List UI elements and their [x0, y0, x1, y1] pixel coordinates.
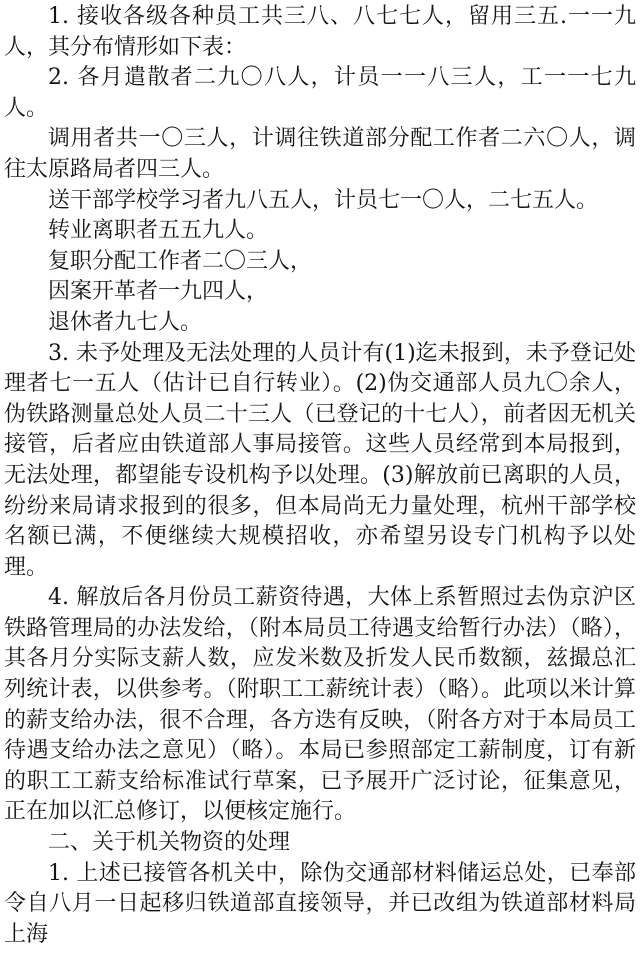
paragraph-6: 复职分配工作者二〇三人， [48, 248, 313, 274]
paragraph-7: 因案开革者一九四人， [48, 279, 269, 305]
paragraph-4: 送干部学校学习者九八五人，计员七一〇人，二七五人。 [48, 187, 599, 213]
paragraph-3: 调用者共一〇三人，计调往铁道部分配工作者二六〇人，调往太原路局者四三人。 [4, 126, 636, 182]
paragraph-5: 转业离职者五五九人。 [48, 218, 269, 244]
paragraph-8: 退休者九七人。 [48, 309, 203, 335]
paragraph-1: 1. 接收各级各种员工共三八、八七七人，留用三五.一一九人，其分布情形如下表： [4, 4, 636, 60]
paragraph-9: 3. 未予处理及无法处理的人员计有(1)迄未报到，未予登记处理者七一五人（估计已自行转业）。(2)伪交通部人员九〇余人，伪铁路测量总处人员二十三人（已登记的十七人），前者因无机关接管，后者应由铁道部人事局接管。这些人员经常到本局报到，无法处理，都望能专设机构予以处理。(3)解放前已离职的人员，纷纷来局请求报到的很多，但本局尚无力量处理，杭州干部学校名额已满，不便继续大规模招收，亦希望另设专门机构予以处理。 [4, 340, 636, 580]
paragraph-12: 1. 上述已接管各机关中，除伪交通部材料储运总处，已奉部令自八月一日起移归铁道部直接领导，并已改组为铁道部材料局上海 [4, 860, 636, 947]
paragraph-2: 2. 各月遣散者二九〇八人，计员一一八三人，工一一七九人。 [4, 65, 636, 121]
section-heading: 二、关于机关物资的处理 [48, 830, 291, 856]
paragraph-10: 4. 解放后各月份员工薪资待遇，大体上系暂照过去伪京沪区铁路管理局的办法发给，（附本局员工待遇支给暂行办法）（略），其各月分实际支薪人数，应发米数及折发人民币数额，兹撮总汇列统计表，以供参考。（附职工工薪统计表）（略）。此项以米计算的薪支给办法，很不合理，各方迭有反映，（附各方对于本局员工待遇支给办法之意见）（略）。本局已参照部定工薪制度，订有新的职工工薪支给标准试行草案，已予展开广泛讨论，征集意见，正在加以汇总修订，以便核定施行。 [4, 585, 636, 825]
